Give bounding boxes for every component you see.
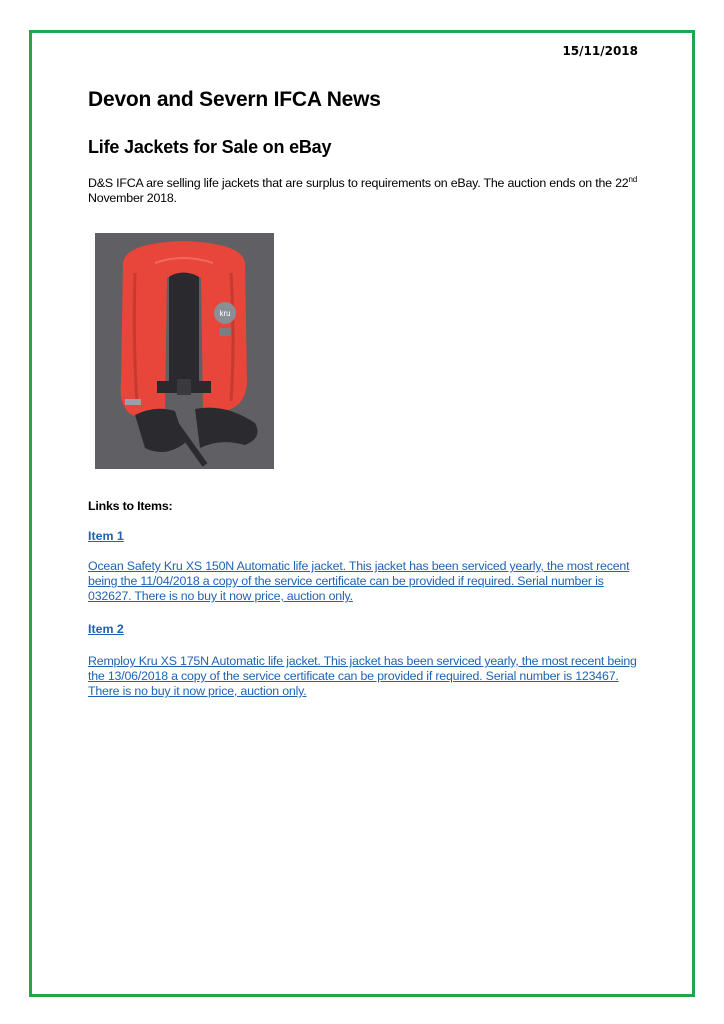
item-2-link[interactable]: Item 2	[88, 622, 124, 636]
badge-text: kru	[219, 309, 231, 318]
life-jacket-photo	[95, 233, 274, 469]
document-date: 15/11/2018	[562, 44, 638, 58]
item-2-description-link[interactable]: Remploy Kru XS 175N Automatic life jacket. This jacket has been serviced yearly, the most recent being the 13/06/2018 a copy of the service certificate can be provided if required. Serial number is 123467. There is no buy it now price, auction only.	[88, 654, 637, 698]
intro-paragraph	[88, 176, 640, 206]
intro-text-end: November 2018.	[88, 191, 177, 205]
item-1-link[interactable]: Item 1	[88, 529, 124, 543]
intro-text: D&S IFCA are selling life jackets that are surplus to requirements on eBay. The auction ends on the 22	[88, 176, 629, 190]
ordinal-suffix: nd	[628, 174, 637, 184]
article-heading: Life Jackets for Sale on eBay	[88, 137, 332, 157]
life-jacket-illustration	[95, 233, 274, 469]
newsletter-title: Devon and Severn IFCA News	[88, 88, 381, 111]
item-1-description-link[interactable]: Ocean Safety Kru XS 150N Automatic life jacket. This jacket has been serviced yearly, the most recent being the 11/04/2018 a copy of the service certificate can be provided if required. Serial number is 032627. There is no buy it now price, auction only.	[88, 559, 630, 603]
links-heading: Links to Items:	[88, 499, 173, 513]
